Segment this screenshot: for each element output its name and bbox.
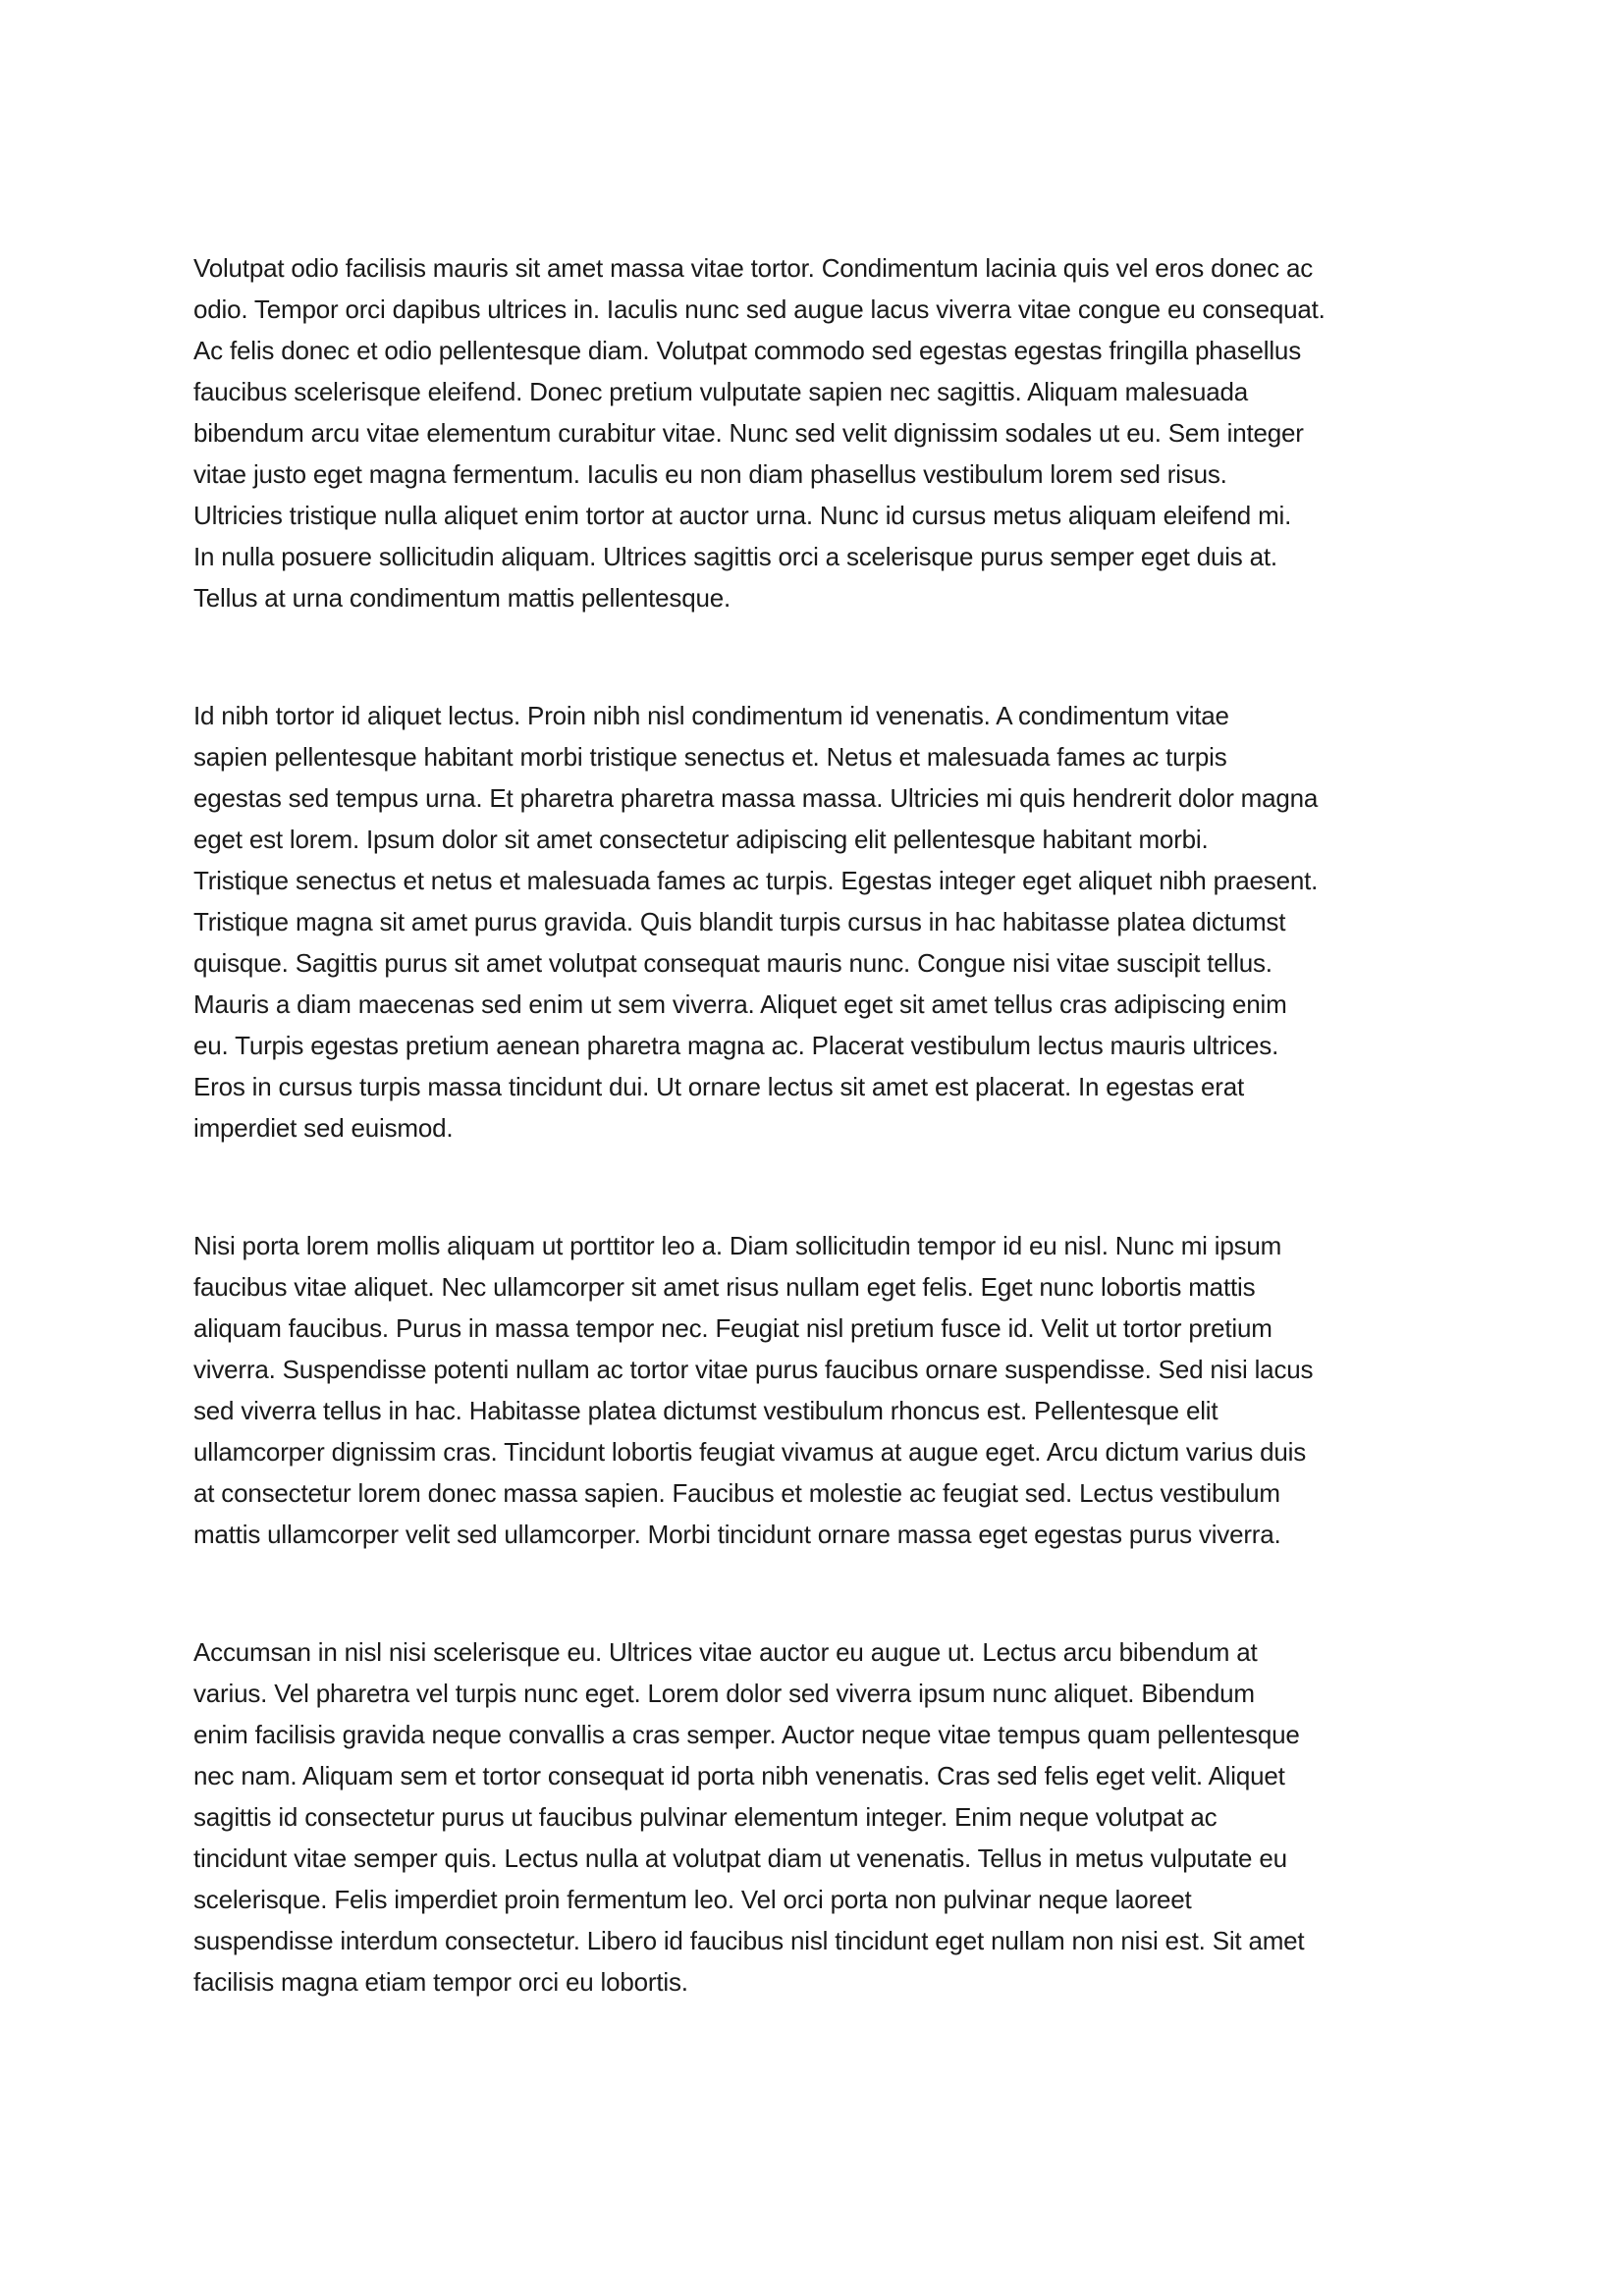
paragraph-3: [193, 1225, 1440, 1555]
paragraph-line: sapien pellentesque habitant morbi tristique senectus et. Netus et malesuada fames ac turpis: [193, 742, 1227, 772]
document-text-block: [193, 247, 1440, 2079]
paragraph-line: eget est lorem. Ipsum dolor sit amet consectetur adipiscing elit pellentesque habitant morbi.: [193, 825, 1209, 854]
paragraph-line: Tellus at urna condimentum mattis pellentesque.: [193, 583, 731, 613]
paragraph-line: scelerisque. Felis imperdiet proin fermentum leo. Vel orci porta non pulvinar neque laoreet: [193, 1885, 1192, 1914]
paragraph-line: quisque. Sagittis purus sit amet volutpat consequat mauris nunc. Congue nisi vitae suscipit tellus.: [193, 948, 1272, 978]
paragraph-line: Nisi porta lorem mollis aliquam ut porttitor leo a. Diam sollicitudin tempor id eu nisl. Nunc mi ipsum: [193, 1231, 1282, 1260]
paragraph-line: sagittis id consectetur purus ut faucibus pulvinar elementum integer. Enim neque volutpat ac: [193, 1802, 1218, 1832]
paragraph-line: In nulla posuere sollicitudin aliquam. Ultrices sagittis orci a scelerisque purus semper eget duis at.: [193, 542, 1277, 571]
paragraph-line: Volutpat odio facilisis mauris sit amet massa vitae tortor. Condimentum lacinia quis vel eros donec ac: [193, 253, 1314, 283]
paragraph-line: vitae justo eget magna fermentum. Iaculis eu non diam phasellus vestibulum lorem sed risus.: [193, 459, 1227, 489]
paragraph-line: Eros in cursus turpis massa tincidunt dui. Ut ornare lectus sit amet est placerat. In egestas erat: [193, 1072, 1245, 1101]
paragraph-line: sed viverra tellus in hac. Habitasse platea dictumst vestibulum rhoncus est. Pellentesque elit: [193, 1396, 1218, 1425]
paragraph-line: odio. Tempor orci dapibus ultrices in. Iaculis nunc sed augue lacus viverra vitae congue eu consequat.: [193, 294, 1326, 324]
paragraph-line: eu. Turpis egestas pretium aenean pharetra magna ac. Placerat vestibulum lectus mauris ultrices.: [193, 1031, 1279, 1060]
paragraph-line: faucibus scelerisque eleifend. Donec pretium vulputate sapien nec sagittis. Aliquam malesuada: [193, 377, 1249, 406]
paragraph-line: aliquam faucibus. Purus in massa tempor nec. Feugiat nisl pretium fusce id. Velit ut tortor pretium: [193, 1313, 1272, 1343]
paragraph-line: at consectetur lorem donec massa sapien. Faucibus et molestie ac feugiat sed. Lectus vestibulum: [193, 1478, 1280, 1508]
paragraph-4: [193, 1631, 1440, 2002]
paragraph-line: viverra. Suspendisse potenti nullam ac tortor vitae purus faucibus ornare suspendisse. Sed nisi lacus: [193, 1355, 1314, 1384]
paragraph-line: Tristique magna sit amet purus gravida. Quis blandit turpis cursus in hac habitasse platea dictumst: [193, 907, 1286, 936]
paragraph-line: suspendisse interdum consectetur. Libero id faucibus nisl tincidunt eget nullam non nisi est. Sit amet: [193, 1926, 1305, 1955]
paragraph-line: Id nibh tortor id aliquet lectus. Proin nibh nisl condimentum id venenatis. A condimentum vitae: [193, 701, 1229, 730]
paragraph-line: enim facilisis gravida neque convallis a cras semper. Auctor neque vitae tempus quam pellentesque: [193, 1720, 1300, 1749]
paragraph-line: Accumsan in nisl nisi scelerisque eu. Ultrices vitae auctor eu augue ut. Lectus arcu bibendum at: [193, 1637, 1258, 1667]
paragraph-line: mattis ullamcorper velit sed ullamcorper. Morbi tincidunt ornare massa eget egestas purus viverra.: [193, 1520, 1281, 1549]
paragraph-line: varius. Vel pharetra vel turpis nunc eget. Lorem dolor sed viverra ipsum nunc aliquet. Bibendum: [193, 1679, 1255, 1708]
paragraph-line: nec nam. Aliquam sem et tortor consequat id porta nibh venenatis. Cras sed felis eget velit. Aliquet: [193, 1761, 1285, 1790]
paragraph-line: Ultricies tristique nulla aliquet enim tortor at auctor urna. Nunc id cursus metus aliquam eleifend mi.: [193, 501, 1292, 530]
paragraph-line: egestas sed tempus urna. Et pharetra pharetra massa massa. Ultricies mi quis hendrerit dolor magna: [193, 783, 1319, 813]
paragraph-1: [193, 247, 1440, 618]
paragraph-2: [193, 695, 1440, 1148]
paragraph-line: Ac felis donec et odio pellentesque diam. Volutpat commodo sed egestas egestas fringilla phasellus: [193, 336, 1301, 365]
paragraph-line: bibendum arcu vitae elementum curabitur vitae. Nunc sed velit dignissim sodales ut eu. Sem integer: [193, 418, 1304, 448]
paragraph-line: ullamcorper dignissim cras. Tincidunt lobortis feugiat vivamus at augue eget. Arcu dictum varius duis: [193, 1437, 1307, 1467]
paragraph-line: Mauris a diam maecenas sed enim ut sem viverra. Aliquet eget sit amet tellus cras adipiscing enim: [193, 989, 1287, 1019]
paragraph-line: imperdiet sed euismod.: [193, 1113, 454, 1143]
paragraph-line: Tristique senectus et netus et malesuada fames ac turpis. Egestas integer eget aliquet nibh praesent.: [193, 866, 1319, 895]
paragraph-line: tincidunt vitae semper quis. Lectus nulla at volutpat diam ut venenatis. Tellus in metus vulputate eu: [193, 1843, 1287, 1873]
paragraph-line: faucibus vitae aliquet. Nec ullamcorper sit amet risus nullam eget felis. Eget nunc lobortis mattis: [193, 1272, 1256, 1302]
paragraph-line: facilisis magna etiam tempor orci eu lobortis.: [193, 1967, 688, 1997]
